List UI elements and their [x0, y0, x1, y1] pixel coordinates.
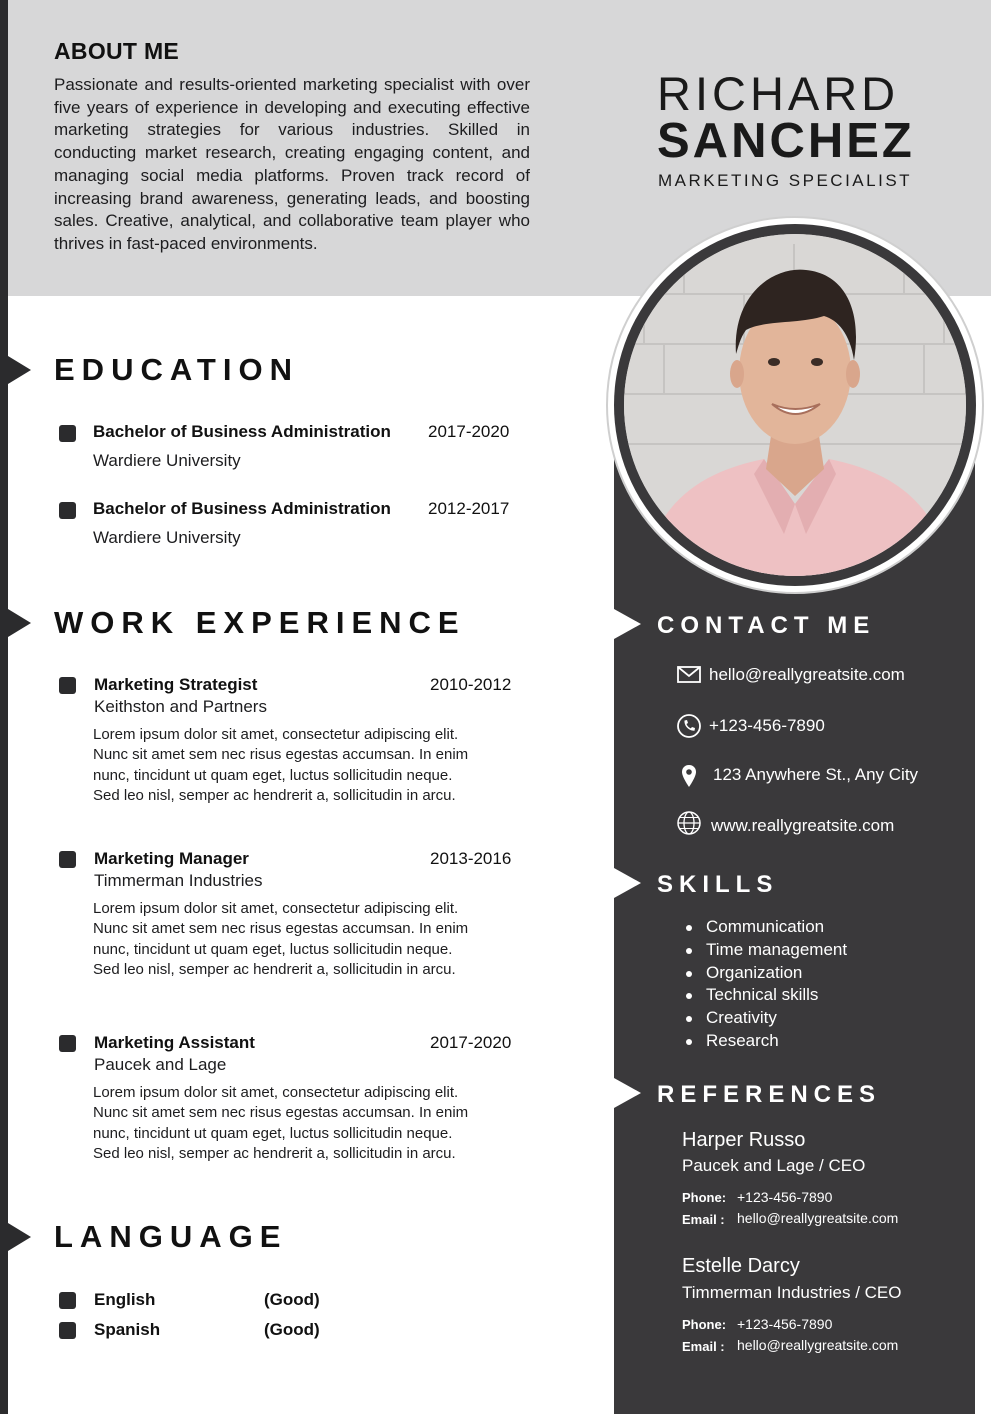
language-marker-arrow — [8, 1223, 31, 1251]
job-description-line: Lorem ipsum dolor sit amet, consectetur adipiscing elit. — [93, 900, 459, 917]
job-years: 2013-2016 — [430, 849, 512, 868]
education-years: 2017-2020 — [428, 422, 510, 441]
job-description-line: Lorem ipsum dolor sit amet, consectetur adipiscing elit. — [93, 726, 459, 743]
job-description-line: Sed leo nisl, semper ac hendrerit a, sollicitudin in arcu. — [93, 786, 456, 804]
mail-icon — [676, 662, 702, 688]
job-description-line: Nunc sit amet sem nec risus egestas accumsan. In enim — [93, 746, 469, 764]
job-title: Marketing Assistant — [94, 1033, 255, 1052]
job-company: Timmerman Industries — [94, 871, 263, 890]
job-description — [93, 725, 523, 806]
globe-icon — [676, 810, 702, 836]
language-bullet-icon — [59, 1322, 76, 1339]
contact-marker-arrow — [614, 609, 641, 639]
reference-organization: Paucek and Lage / CEO — [682, 1156, 866, 1175]
education-marker-arrow — [8, 356, 31, 384]
education-years: 2012-2017 — [428, 499, 510, 518]
job-description-line: Nunc sit amet sem nec risus egestas accumsan. In enim — [93, 1104, 469, 1122]
contact-phone: +123-456-7890 — [709, 716, 825, 735]
reference-name: Estelle Darcy — [682, 1255, 800, 1277]
job-role: MARKETING SPECIALIST — [658, 171, 913, 190]
skill-item: Time management — [706, 939, 847, 962]
reference-phone: +123-456-7890 — [737, 1189, 833, 1205]
references-heading: REFERENCES — [657, 1081, 882, 1108]
skill-item: Technical skills — [706, 984, 847, 1007]
education-bullet-icon — [59, 425, 76, 442]
contact-website[interactable]: www.reallygreatsite.com — [711, 816, 895, 835]
job-description-line: Lorem ipsum dolor sit amet, consectetur adipiscing elit. — [93, 1084, 459, 1101]
skills-heading: SKILLS — [657, 871, 779, 898]
reference-phone-label: Phone: — [682, 1317, 727, 1332]
job-description-line: Sed leo nisl, semper ac hendrerit a, sollicitudin in arcu. — [93, 1144, 456, 1162]
job-bullet-icon — [59, 1035, 76, 1052]
reference-email-label: Email : — [682, 1212, 725, 1227]
education-bullet-icon — [59, 502, 76, 519]
language-level: (Good) — [264, 1290, 320, 1309]
job-description — [93, 1083, 523, 1164]
reference-phone-label: Phone: — [682, 1190, 727, 1205]
location-pin-icon — [676, 763, 702, 789]
skill-item: Organization — [706, 962, 847, 985]
education-degree: Bachelor of Business Administration — [93, 499, 391, 518]
language-name: English — [94, 1290, 156, 1309]
skill-item: Creativity — [706, 1007, 847, 1030]
job-description — [93, 899, 523, 980]
education-heading: EDUCATION — [54, 352, 299, 387]
about-title: ABOUT ME — [54, 38, 180, 64]
reference-email-label: Email : — [682, 1339, 725, 1354]
job-bullet-icon — [59, 851, 76, 868]
contact-email[interactable]: hello@reallygreatsite.com — [709, 665, 905, 684]
skills-list — [706, 916, 847, 1053]
job-company: Paucek and Lage — [94, 1055, 227, 1074]
job-description-line: nunc, tincidunt ut quam eget, luctus sollicitudin neque. — [93, 1124, 453, 1142]
job-years: 2010-2012 — [430, 675, 512, 694]
language-heading: LANGUAGE — [54, 1219, 288, 1254]
left-edge-stripe — [0, 0, 8, 1414]
reference-phone: +123-456-7890 — [737, 1316, 833, 1332]
job-bullet-icon — [59, 677, 76, 694]
skill-item: Communication — [706, 916, 847, 939]
work-marker-arrow — [8, 609, 31, 637]
education-school: Wardiere University — [93, 528, 241, 547]
job-description-line: Nunc sit amet sem nec risus egestas accumsan. In enim — [93, 920, 469, 938]
skill-item: Research — [706, 1030, 847, 1053]
contact-address: 123 Anywhere St., Any City — [713, 765, 919, 784]
reference-email[interactable]: hello@reallygreatsite.com — [737, 1337, 899, 1353]
job-description-line: nunc, tincidunt ut quam eget, luctus sollicitudin neque. — [93, 940, 453, 958]
language-bullet-icon — [59, 1292, 76, 1309]
job-company: Keithston and Partners — [94, 697, 267, 716]
job-description-line: Sed leo nisl, semper ac hendrerit a, sollicitudin in arcu. — [93, 960, 456, 978]
education-degree: Bachelor of Business Administration — [93, 422, 391, 441]
last-name: SANCHEZ — [657, 114, 915, 168]
profile-photo — [624, 234, 966, 576]
language-level: (Good) — [264, 1320, 320, 1339]
about-text: Passionate and results-oriented marketing specialist with over five years of experience in developing and executing effective marketing strategies for various industries. Skilled in conducting market research, creating engaging content, and managing social media platforms. Proven track record of increasing brand awareness, generating leads, and boosting sales. Creative, analytical, and collaborative team player who thrives in fast-paced environments. — [54, 75, 530, 253]
reference-organization: Timmerman Industries / CEO — [682, 1283, 902, 1302]
reference-name: Harper Russo — [682, 1129, 806, 1151]
job-title: Marketing Strategist — [94, 675, 258, 694]
work-heading: WORK EXPERIENCE — [54, 605, 466, 640]
job-years: 2017-2020 — [430, 1033, 512, 1052]
language-name: Spanish — [94, 1320, 161, 1339]
references-marker-arrow — [614, 1078, 641, 1108]
skills-marker-arrow — [614, 868, 641, 898]
portrait-illustration — [624, 234, 966, 576]
job-description-line: nunc, tincidunt ut quam eget, luctus sollicitudin neque. — [93, 766, 453, 784]
education-school: Wardiere University — [93, 451, 241, 470]
first-name: RICHARD — [657, 67, 900, 120]
contact-heading: CONTACT ME — [657, 612, 876, 639]
job-title: Marketing Manager — [94, 849, 249, 868]
reference-email[interactable]: hello@reallygreatsite.com — [737, 1210, 899, 1226]
phone-icon — [676, 713, 702, 739]
